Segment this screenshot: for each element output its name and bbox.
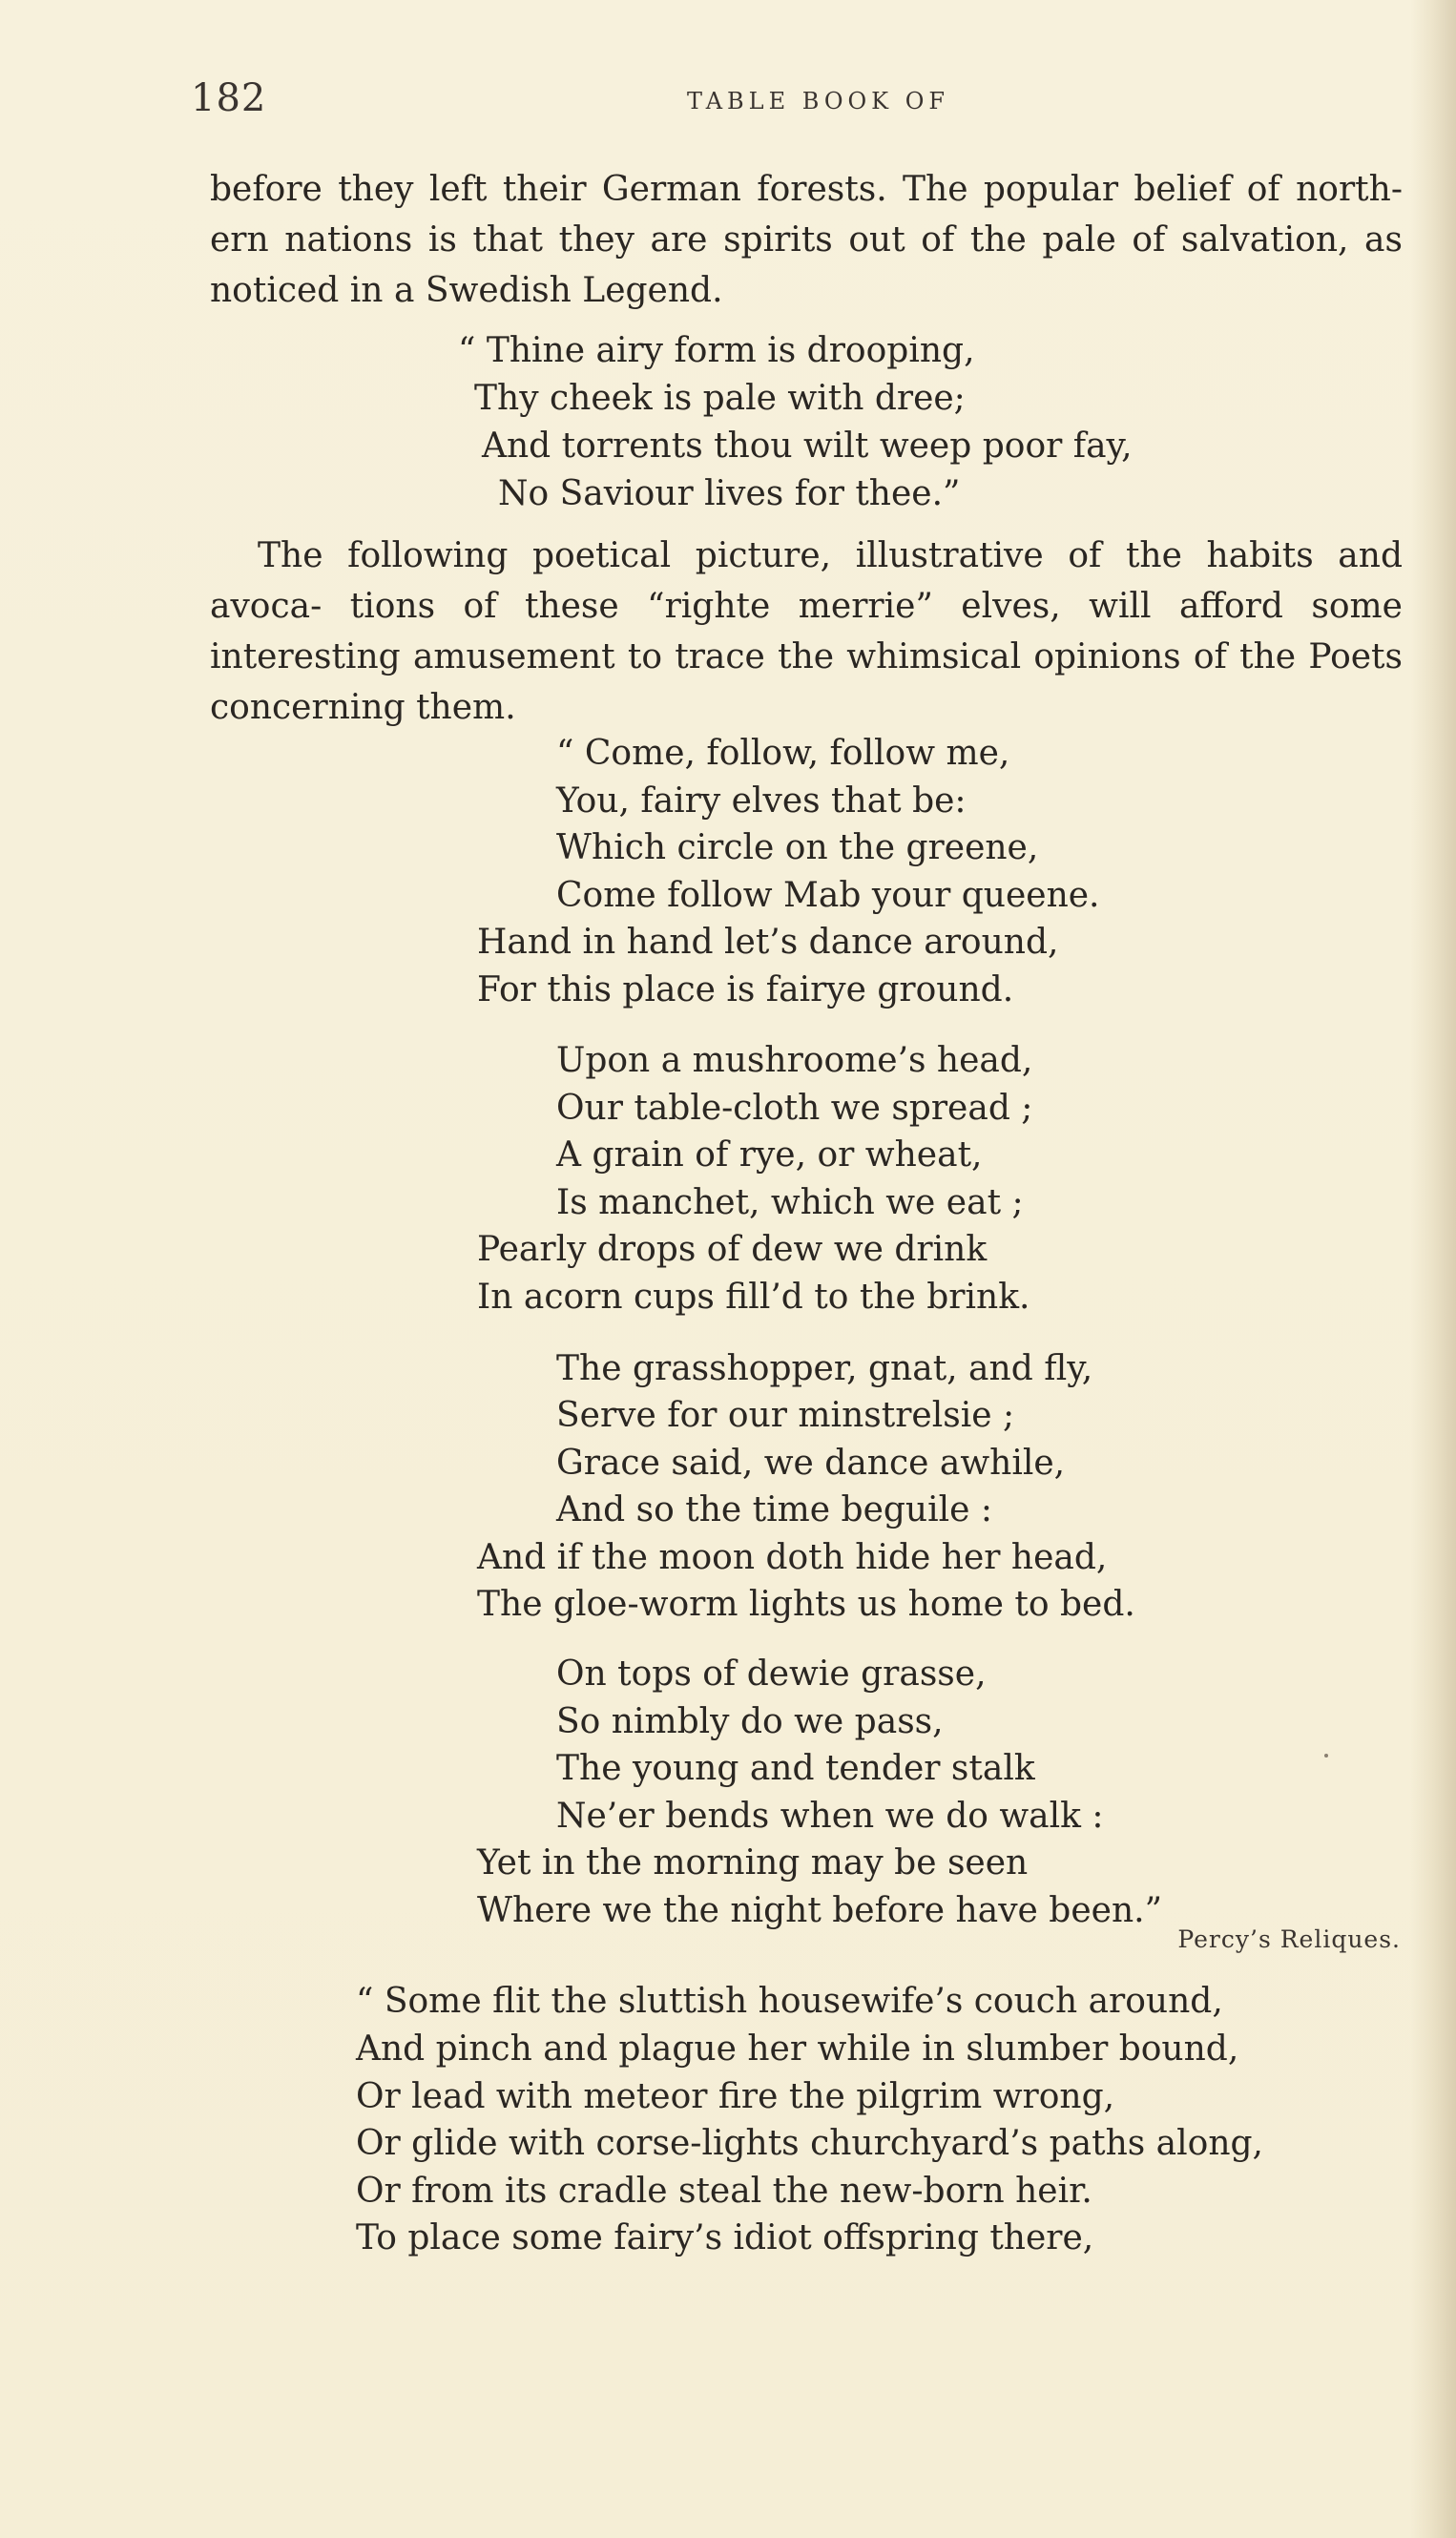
verse-line: “ Thine airy form is drooping, xyxy=(458,331,975,370)
verse-line: And so the time beguile : xyxy=(556,1490,993,1529)
verse-line: Or from its cradle steal the new-born heir. xyxy=(356,2172,1092,2211)
verse-line: On tops of dewie grasse, xyxy=(556,1654,987,1694)
verse-line: To place some fairy’s idiot offspring there, xyxy=(356,2218,1094,2257)
verse-line: Or lead with meteor fire the pilgrim wrong, xyxy=(356,2077,1115,2116)
verse-line: Our table-cloth we spread ; xyxy=(556,1089,1033,1128)
prose-line: tions of these “righte merrie” elves, will afford some interesting xyxy=(210,587,1403,676)
verse-line: “ Come, follow, follow me, xyxy=(556,734,1010,773)
paper-speck xyxy=(1324,1754,1328,1758)
verse-line: And if the moon doth hide her head, xyxy=(477,1538,1108,1577)
verse-line: In acorn cups fill’d to the brink. xyxy=(477,1278,1030,1317)
verse-line: The young and tender stalk xyxy=(556,1749,1035,1788)
prose-line: them. xyxy=(416,688,516,727)
verse-line: Yet in the morning may be seen xyxy=(477,1843,1029,1883)
verse-line: Where we the night before have been.” xyxy=(477,1891,1162,1930)
prose-paragraph-1 xyxy=(210,164,1403,316)
prose-line: ern nations is that they are spirits out of the pale of salvation, as xyxy=(210,220,1403,260)
verse-line: Ne’er bends when we do walk : xyxy=(556,1797,1104,1836)
verse-line: “ Some flit the sluttish housewife’s couch around, xyxy=(356,1982,1223,2021)
verse-line: Upon a mushroome’s head, xyxy=(556,1041,1033,1080)
verse-line: Serve for our minstrelsie ; xyxy=(556,1396,1015,1435)
prose-line: noticed in a Swedish Legend. xyxy=(210,271,723,310)
page-number: 182 xyxy=(191,76,267,120)
verse-line: Is manchet, which we eat ; xyxy=(556,1183,1024,1222)
verse-line: You, fairy elves that be: xyxy=(556,781,967,821)
prose-paragraph-2 xyxy=(210,530,1403,733)
page-header xyxy=(191,76,1412,134)
verse-line: The grasshopper, gnat, and fly, xyxy=(556,1349,1093,1388)
verse-line: Thy cheek is pale with dree; xyxy=(474,379,966,418)
prose-line: before they left their German forests. The popular belief of north- xyxy=(210,170,1403,209)
verse-line: Come follow Mab your queene. xyxy=(556,876,1100,915)
prose-line: amusement to trace the whimsical opinions of the Poets concerning xyxy=(210,637,1403,727)
verse-line: Hand in hand let’s dance around, xyxy=(477,923,1059,962)
verse-line: Pearly drops of dew we drink xyxy=(477,1230,988,1269)
verse-line: Which circle on the greene, xyxy=(556,828,1039,867)
prose-line: The following poetical picture, illustrative of the habits and avoca- xyxy=(210,536,1403,626)
verse-line: And torrents thou wilt weep poor fay, xyxy=(482,426,1133,466)
verse-line: Grace said, we dance awhile, xyxy=(556,1444,1066,1483)
attribution-credit: Percy’s Reliques. xyxy=(1177,1925,1401,1953)
verse-line: No Saviour lives for thee.” xyxy=(498,474,961,513)
verse-line: The gloe-worm lights us home to bed. xyxy=(477,1585,1135,1624)
running-head: TABLE BOOK OF xyxy=(687,88,950,114)
verse-line: So nimbly do we pass, xyxy=(556,1702,944,1741)
verse-line: A grain of rye, or wheat, xyxy=(556,1135,983,1175)
verse-line: For this place is fairye ground. xyxy=(477,970,1014,1009)
verse-line: And pinch and plague her while in slumber bound, xyxy=(356,2029,1239,2069)
verse-line: Or glide with corse-lights churchyard’s paths along, xyxy=(356,2124,1263,2163)
